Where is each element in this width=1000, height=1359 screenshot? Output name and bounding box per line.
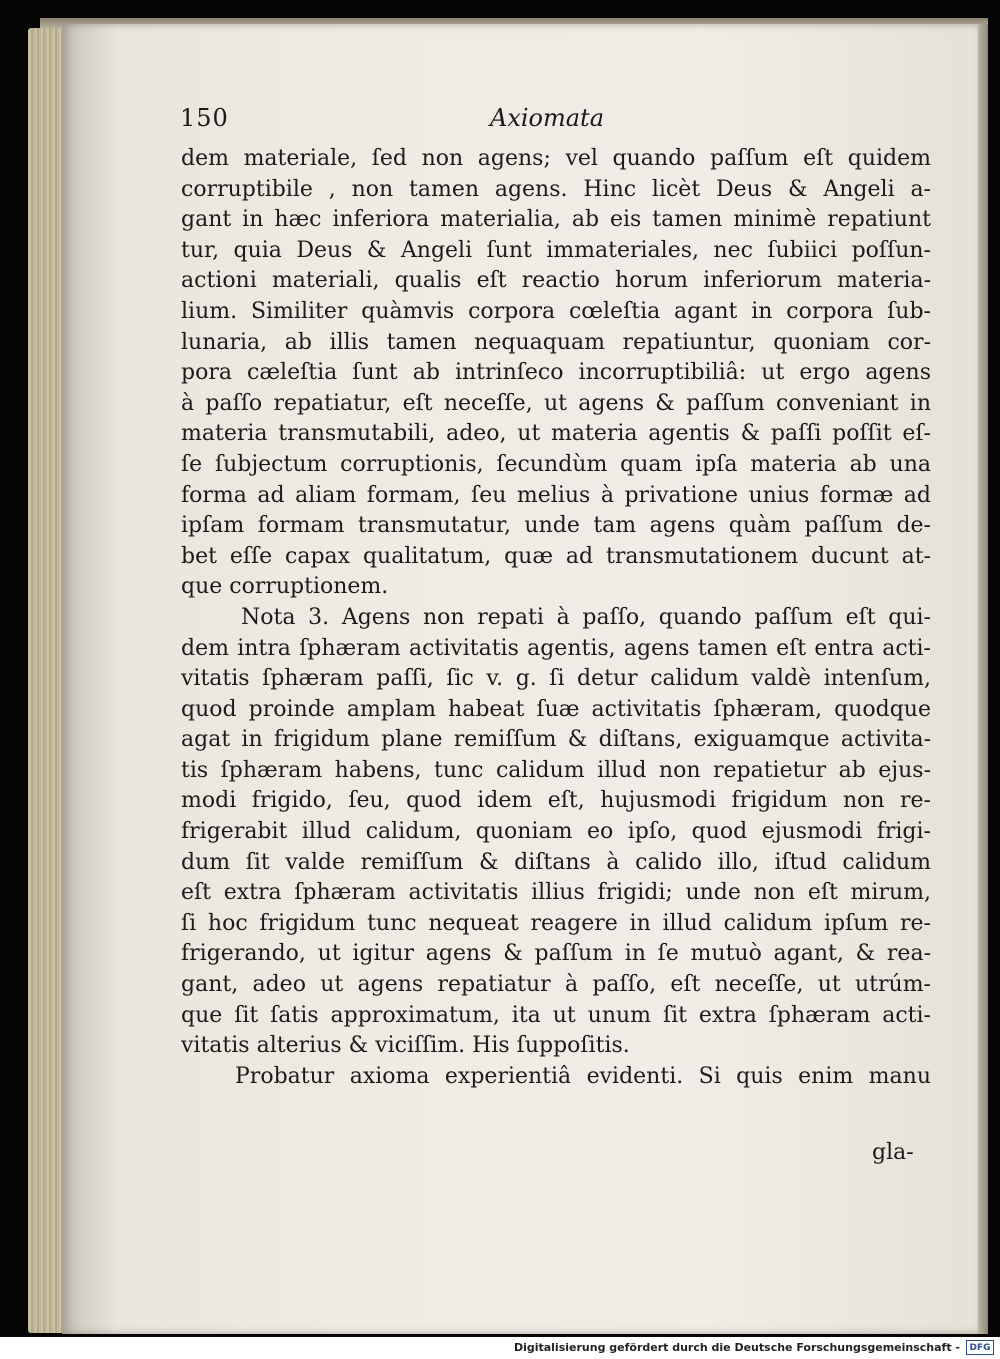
text-line: agat in frigidum plane remiſſum & diſtans, exiguamque activita- [181,727,931,753]
text-line: quod proinde amplam habeat ſuæ activitatis ſphæram, quodque [181,696,931,722]
text-line: dem materiale, ſed non agens; vel quando paſſum eſt quidem [181,146,931,171]
text-line: Nota 3. Agens non repati à paſſo, quando paſſum eſt qui- [241,604,931,630]
text-line: frigerando, ut igitur agens & paſſum in ſe mutuò agant, & rea- [181,941,931,967]
text-line: tur, quia Deus & Angeli ſunt immateriales, nec ſubiici poſſun- [181,237,931,263]
text-line: modi frigido, ſeu, quod idem eſt, hujusmodi frigidum non re- [181,788,931,814]
text-line: forma ad aliam formam, ſeu melius à privatione unius formæ ad [181,482,931,508]
page-right-edge [978,24,988,1334]
catchword: gla- [872,1140,914,1165]
text-line: que ſit ſatis approximatum, ita ut unum ſit extra ſphæram acti- [181,1002,931,1028]
text-line: vitatis ſphæram paſſi, ſic v. g. ſi detur calidum valdè intenſum, [181,666,931,692]
text-line: corruptibile , non tamen agens. Hinc licèt Deus & Angeli a- [181,176,931,202]
page-number: 150 [180,104,229,132]
page-header [120,104,950,136]
text-line: dem intra ſphæram activitatis agentis, agens tamen eſt entra acti- [181,635,931,661]
text-line: eſt extra ſphæram activitatis illius frigidi; unde non eſt mirum, [181,880,931,906]
text-line: pora cæleſtia ſunt ab intrinſeco incorruptibiliâ: ut ergo agens [181,360,931,386]
running-head: Axiomata [490,104,605,132]
dfg-logo-icon[interactable]: DFG [966,1340,994,1355]
text-line: tis ſphæram habens, tunc calidum illud non repatietur ab ejus- [181,757,931,783]
text-line: bet eſſe capax qualitatum, quæ ad transmutationem ducunt at- [181,543,931,569]
text-line: ſe ſubjectum corruptionis, ſecundùm quam ipſa materia ab una [181,451,931,477]
text-line: lium. Similiter quàmvis corpora cœleſtia agant in corpora ſub- [181,298,931,324]
text-line: gant, adeo ut agens repatiatur à paſſo, eſt neceſſe, ut utrúm- [181,972,931,998]
text-line: materia transmutabili, adeo, ut materia agentis & paſſi poſſit eſ- [181,421,931,447]
text-line: dum ſit valde remiſſum & diſtans à calido illo, iſtud calidum [181,849,931,875]
footer-bar [0,1337,1000,1359]
text-line: à paſſo repatiatur, eſt neceſſe, ut agens & paſſum conveniant in [181,390,931,416]
funding-notice: Digitalisierung gefördert durch die Deutsche Forschungsgemeinschaft - [513,1341,960,1354]
text-line: que corruptionem. [181,574,389,600]
text-body [181,144,931,1092]
text-line: vitatis alterius & viciſſim. His ſuppoſitis. [181,1033,630,1059]
text-line: actioni materiali, qualis eſt reactio horum inferiorum materia- [181,268,931,294]
text-line: Probatur axioma experientiâ evidenti. Si quis enim manu [235,1063,931,1089]
text-line: lunaria, ab illis tamen nequaquam repatiuntur, quoniam cor- [181,329,931,355]
text-line: ipſam formam transmutatur, unde tam agens quàm paſſum de- [181,513,931,539]
text-line: gant in hæc inferiora materialia, ab eis tamen minimè repatiunt [181,207,931,233]
text-line: frigerabit illud calidum, quoniam eo ipſo, quod ejusmodi frigi- [181,819,931,845]
text-line: ſi hoc frigidum tunc nequeat reagere in illud calidum ipſum re- [181,910,931,936]
